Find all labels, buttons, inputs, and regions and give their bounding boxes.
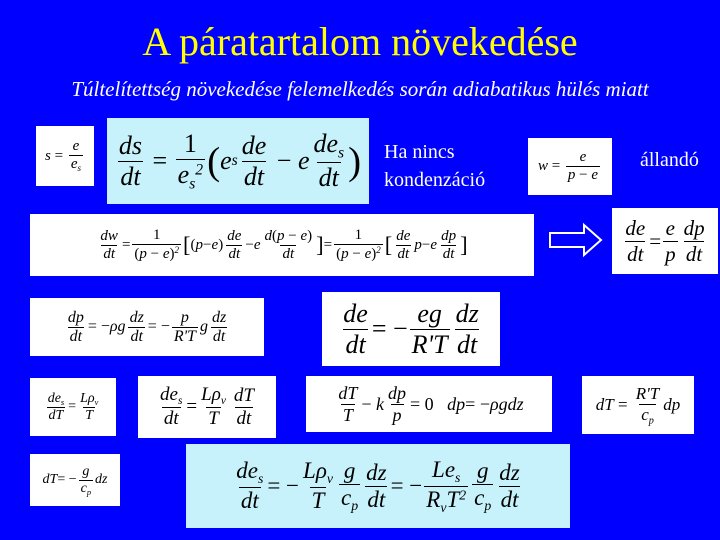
equation-clausius-clapeyron: $\frac{de_s}{dT}$ = $\frac{L\rho_v}{T}$ <box>30 378 116 436</box>
equation-des-dt-final: $\frac{de_s}{dt}$ = − $\frac{L\rho_v}{T}$ $\frac{g}{c_p}$ $\frac{dz}{dt}$ = − $\frac{Le_s}{R_vT^2}$ $\frac{g}{c_p}$ $\frac{dz}{dt}$ <box>186 444 570 528</box>
note-no-condensation-line2: kondenzáció <box>384 169 486 191</box>
note-no-condensation-line1: Ha nincs <box>384 141 455 163</box>
equation-de-dt-height: $\frac{de}{dt}$ = − $\frac{eg}{R'T}$ $\frac{dz}{dt}$ <box>322 292 500 366</box>
slide-subtitle: Túltelítettség növekedése felemelkedés során adiabatikus hülés miatt <box>71 77 649 101</box>
equation-saturation-ratio: s = $\frac{e}{e_s}$ <box>36 126 94 186</box>
slide-title: A páratartalom növekedése <box>142 19 578 64</box>
equation-dp-dt: $\frac{dp}{dt}$ = − ρg $\frac{dz}{dt}$ = − $\frac{p}{R'T}$ g $\frac{dz}{dt}$ <box>30 298 264 356</box>
equation-mixing-ratio: w = $\frac{e}{p - e}$ <box>528 138 612 195</box>
equation-dry-lapse: dT = − $\frac{g}{c_p}$ dz <box>30 454 120 506</box>
equation-des-dt: $\frac{de_s}{dt}$ = $\frac{L\rho_v}{T}$ $\frac{dT}{dt}$ <box>138 376 276 438</box>
equation-adiabatic: $\frac{dT}{T}$ − k $\frac{dp}{p}$ = 0 dp = − ρgdz <box>306 376 552 432</box>
label-allando: állandó <box>640 149 699 171</box>
equation-dw-dt: $\frac{dw}{dt}$ = $\frac{1}{(p - e)^2}$ [ ( p − e ) $\frac{de}{dt}$ − e $\frac{d(p - e)}{dt}$ ] = $\frac{1}{(p - e)^2}$ [ $\frac{de}{dt}$ p − e $\frac{dp}{dt}$ ] <box>30 214 534 276</box>
equation-de-dt-pressure: $\frac{de}{dt}$ = $\frac{e}{p}$ $\frac{dp}{dt}$ <box>612 208 718 274</box>
equation-ds-dt: $\frac{ds}{dt}$ = $\frac{1}{e_s^2}$ ( e s $\frac{de}{dt}$ − e $\frac{de_s}{dt}$ ) <box>107 118 369 204</box>
implies-arrow-icon <box>548 222 604 258</box>
equation-dT-pressure: dT = $\frac{R'T}{c_p}$ dp <box>582 376 694 434</box>
